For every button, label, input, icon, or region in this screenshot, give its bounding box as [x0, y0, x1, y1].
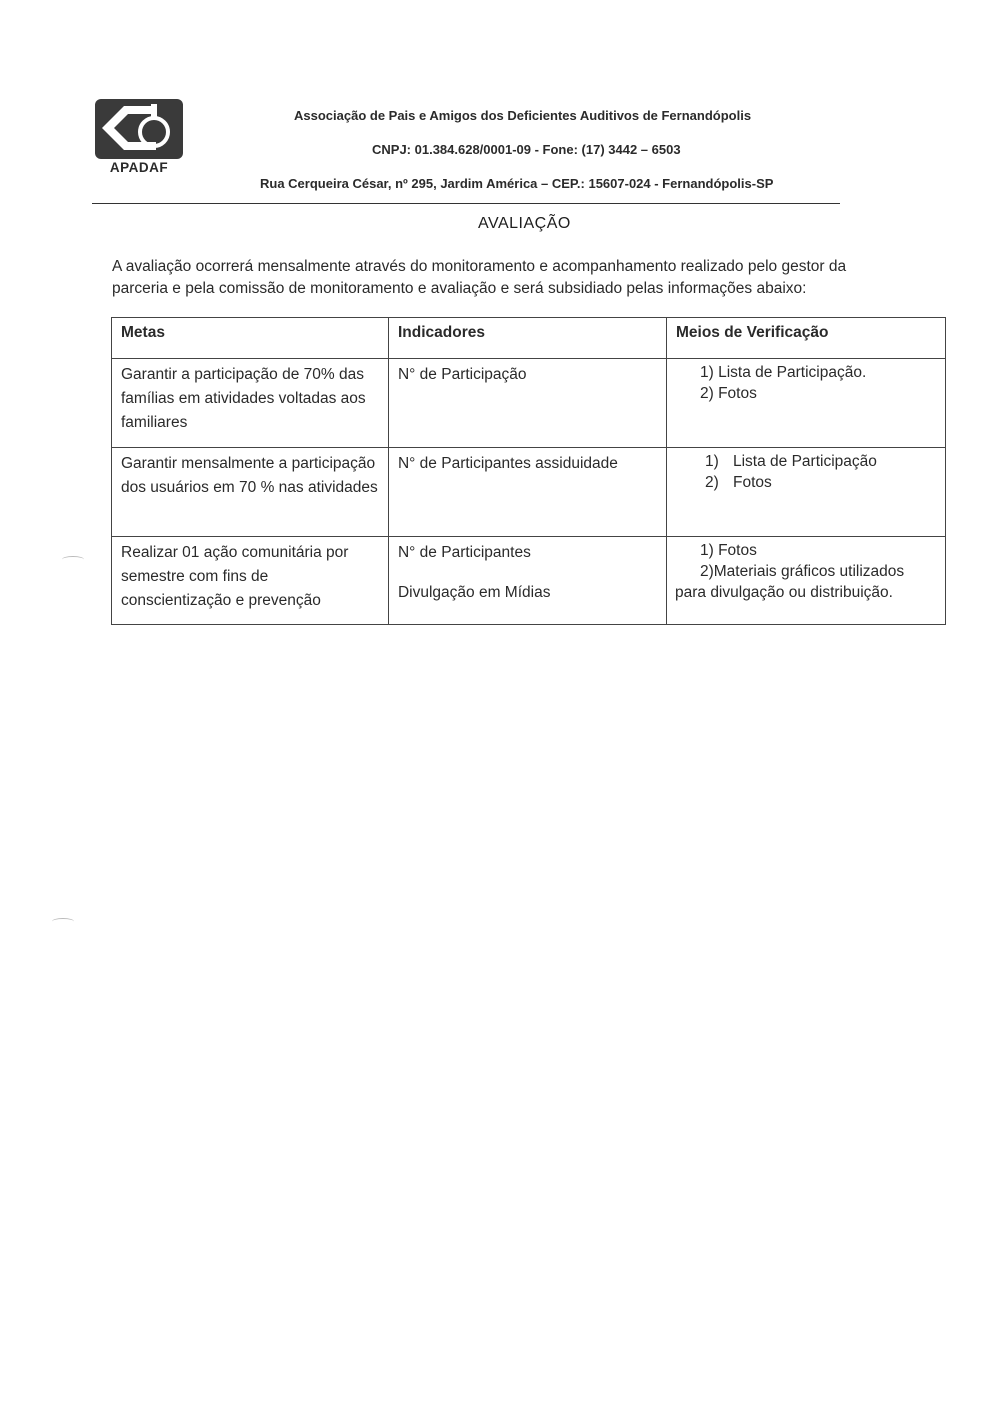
- cell-meios: [666, 448, 945, 537]
- organization-name: Associação de Pais e Amigos dos Deficientes Auditivos de Fernandópolis: [294, 108, 752, 123]
- table-row: [112, 359, 946, 448]
- cell-meios: [666, 537, 945, 625]
- page-title: AVALIAÇÃO: [478, 215, 571, 232]
- list-item: 1) Fotos: [699, 542, 757, 559]
- cell-indicador: N° de Participação: [388, 359, 666, 448]
- cnpj-phone: CNPJ: 01.384.628/0001-09 - Fone: (17) 3442 – 6503: [372, 142, 681, 157]
- header-divider: [92, 203, 840, 204]
- address: Rua Cerqueira César, nº 295, Jardim América – CEP.: 15607-024 - Fernandópolis-SP: [260, 176, 774, 191]
- intro-paragraph: [112, 256, 958, 300]
- indicador-line-1: N° de Participantes: [397, 544, 531, 561]
- table-row: [112, 537, 946, 625]
- intro-line-2: parceria e pela comissão de monitoramento e avaliação e será subsidiado pelas informações abaixo:: [112, 280, 807, 297]
- list-item-continuation: para divulgação ou distribuição.: [674, 584, 893, 601]
- logo-text: APADAF: [109, 160, 169, 175]
- list-item: 1) Lista de Participação.: [699, 364, 867, 381]
- cell-indicador: N° de Participantes assiduidade: [388, 448, 666, 537]
- apadaf-logo: [94, 98, 184, 180]
- list-item: 2) Fotos: [699, 385, 757, 402]
- cell-meta: Garantir mensalmente a participação dos usuários em 70 % nas atividades: [112, 448, 389, 537]
- list-item: 2) Fotos: [704, 474, 772, 491]
- apadaf-logo-icon: [94, 98, 184, 160]
- table-header-row: [112, 318, 946, 359]
- scan-punch-mark: [62, 556, 84, 563]
- evaluation-table: [111, 317, 946, 625]
- indicador-line-2: Divulgação em Mídias: [397, 584, 551, 601]
- cell-meta: Garantir a participação de 70% das famílias em atividades voltadas aos familiares: [112, 359, 389, 448]
- cell-meios: [666, 359, 945, 448]
- cell-indicador: [388, 537, 666, 625]
- header-metas: Metas: [112, 318, 389, 359]
- header-indicadores: Indicadores: [388, 318, 666, 359]
- header-meios: Meios de Verificação: [666, 318, 945, 359]
- list-item: 1) Lista de Participação: [704, 453, 877, 470]
- list-item: 2)Materiais gráficos utilizados: [699, 563, 905, 580]
- intro-line-1: A avaliação ocorrerá mensalmente através do monitoramento e acompanhamento realizado pelo gestor da: [112, 258, 847, 275]
- table-row: [112, 448, 946, 537]
- scan-punch-mark: [52, 918, 74, 925]
- cell-meta: Realizar 01 ação comunitária por semestre com fins de conscientização e prevenção: [112, 537, 389, 625]
